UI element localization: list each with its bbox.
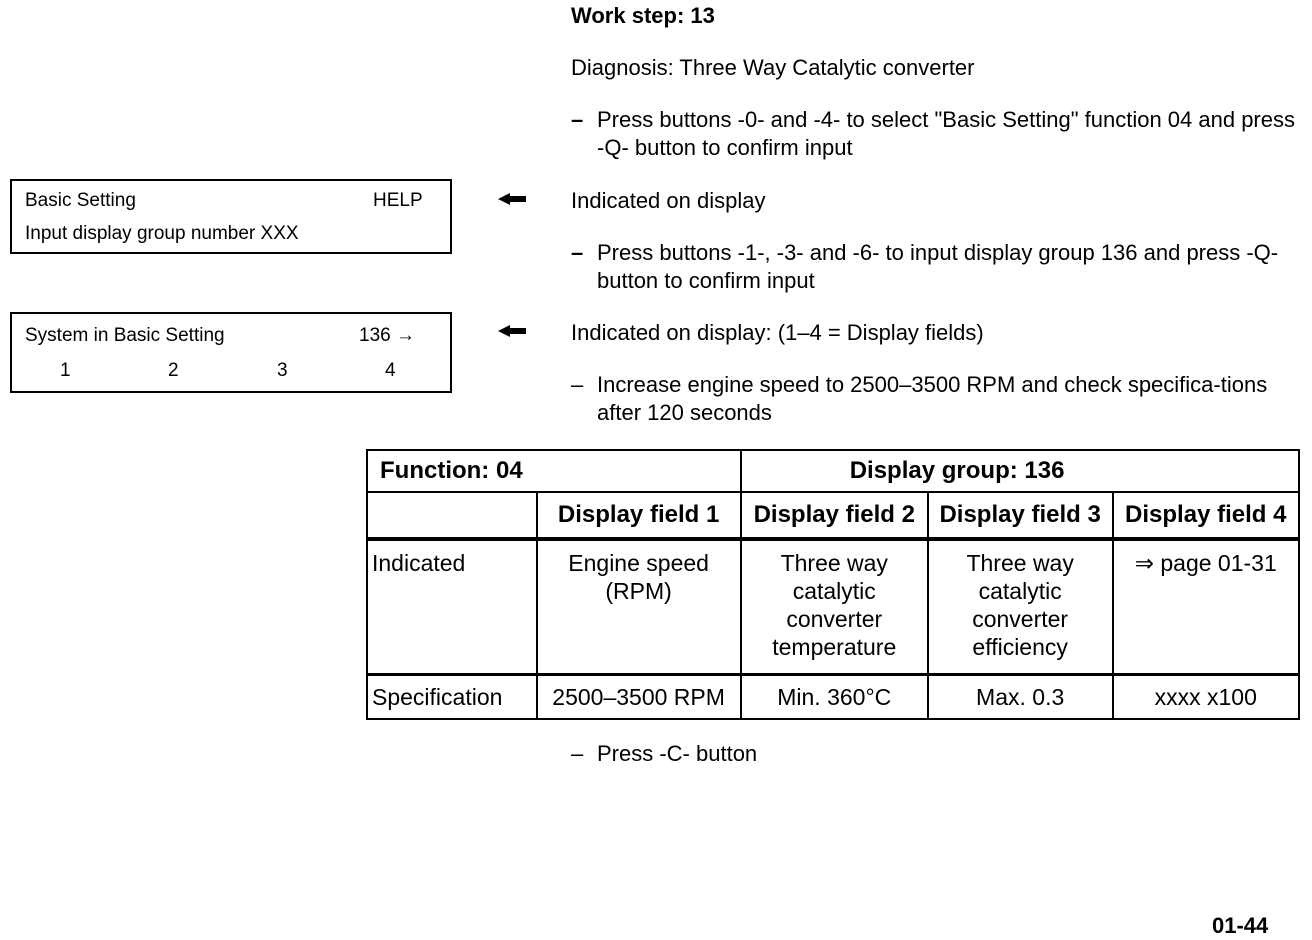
dash-bullet: – bbox=[571, 372, 584, 397]
column-header: Display field 1 bbox=[537, 492, 741, 539]
instruction-text: Increase engine speed to 2500–3500 RPM and check specifica-tions after 120 seconds bbox=[597, 372, 1268, 425]
display-field-number: 4 bbox=[385, 360, 396, 381]
dash-bullet: – bbox=[571, 240, 584, 265]
column-header: Display field 4 bbox=[1113, 492, 1300, 539]
work-step-heading: Work step: 13 bbox=[571, 3, 715, 28]
display-field-number: 2 bbox=[168, 360, 179, 381]
instruction-text: Press buttons -0- and -4- to select "Basic Setting" function 04 and press -Q- button to confirm input bbox=[597, 107, 1295, 160]
table-row bbox=[367, 675, 1299, 720]
display-group-label: Display group: 136 bbox=[741, 450, 1299, 492]
table-cell: xxxx x100 bbox=[1113, 675, 1300, 720]
display-line-2: Input display group number XXX bbox=[25, 223, 299, 244]
display-group-table bbox=[366, 449, 1300, 720]
table-header-row bbox=[367, 450, 1299, 492]
table-cell: Min. 360°C bbox=[741, 675, 928, 720]
column-header bbox=[367, 492, 537, 539]
column-header: Display field 3 bbox=[928, 492, 1113, 539]
display-box-system-basic-setting bbox=[10, 312, 452, 393]
instruction-step-1 bbox=[571, 106, 1306, 162]
row-label: Indicated bbox=[367, 539, 537, 675]
row-label: Specification bbox=[367, 675, 537, 720]
table-row bbox=[367, 539, 1299, 675]
display-title: System in Basic Setting bbox=[25, 325, 225, 346]
table-cell: Engine speed (RPM) bbox=[537, 539, 741, 675]
table-cell: Three way catalytic converter temperature bbox=[741, 539, 928, 675]
display-field-number: 1 bbox=[60, 360, 71, 381]
display-field-number: 3 bbox=[277, 360, 288, 381]
display-help: HELP bbox=[373, 190, 423, 211]
display-title: Basic Setting bbox=[25, 190, 136, 211]
pointer-left-icon bbox=[498, 324, 526, 338]
instruction-step-2 bbox=[571, 239, 1306, 295]
table-cell: 2500–3500 RPM bbox=[537, 675, 741, 720]
table-cell: ⇒ page 01-31 bbox=[1113, 539, 1300, 675]
instruction-text: Press buttons -1-, -3- and -6- to input display group 136 and press -Q- button to confirm input bbox=[597, 240, 1279, 293]
display-group-value: 136 → bbox=[359, 325, 415, 346]
table-cell: Three way catalytic converter efficiency bbox=[928, 539, 1113, 675]
column-header: Display field 2 bbox=[741, 492, 928, 539]
indicated-on-display-1: Indicated on display bbox=[571, 188, 766, 213]
instruction-step-4 bbox=[571, 740, 757, 768]
function-label: Function: 04 bbox=[367, 450, 741, 492]
dash-bullet: – bbox=[571, 107, 584, 132]
pointer-left-icon bbox=[498, 192, 526, 206]
page-number: 01-44 bbox=[1212, 913, 1269, 938]
instruction-step-3 bbox=[571, 371, 1306, 427]
table-column-headers bbox=[367, 492, 1299, 539]
instruction-text: Press -C- button bbox=[597, 741, 758, 766]
diagnosis-title: Diagnosis: Three Way Catalytic converter bbox=[571, 55, 975, 80]
table-cell: Max. 0.3 bbox=[928, 675, 1113, 720]
display-box-basic-setting bbox=[10, 179, 452, 254]
indicated-on-display-2: Indicated on display: (1–4 = Display fields) bbox=[571, 320, 984, 345]
dash-bullet: – bbox=[571, 741, 584, 766]
